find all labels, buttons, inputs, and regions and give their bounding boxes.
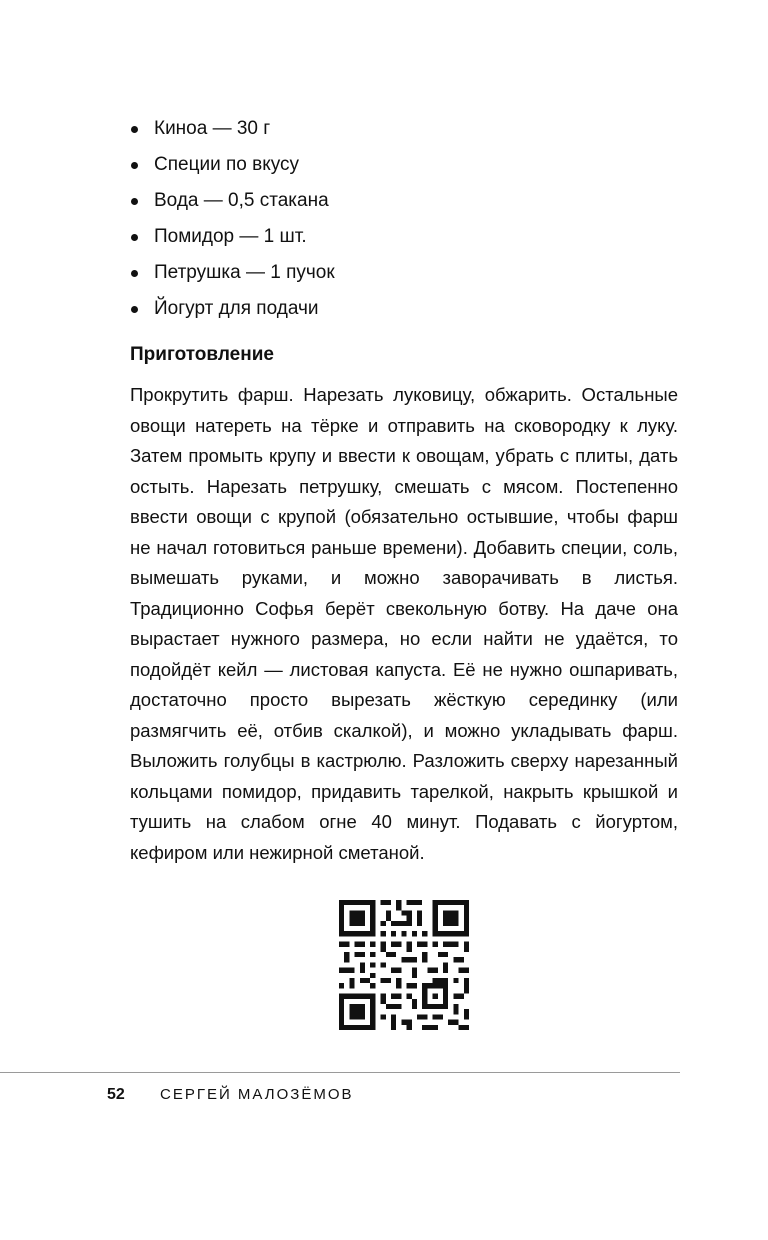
preparation-text: Прокрутить фарш. Нарезать луковицу, обжарить. Остальные овощи натереть на тёрке и отправить на сковородку к луку. Затем промыть крупу и ввести к овощам, убрать с плиты, дать остыть. Нарезать петрушку, смешать с мясом. Постепенно ввести овощи с крупой (обязательно остывшие, чтобы фарш не начал готовиться раньше времени). Добавить специи, соль, вымешать руками, и можно заворачивать в листья. Традиционно Софья берёт свекольную ботву. На даче она вырастает нужного размера, но если найти не удаётся, то подойдёт кейл — листовая капуста. Её не нужно ошпаривать, достаточно просто вырезать жёсткую серединку (или размягчить её, отбив скалкой), и можно укладывать фарш. Выложить голубцы в кастрюлю. Разложить сверху нарезанный кольцами помидор, придавить тарелкой, накрыть крышкой и тушить на слабом огне 40 минут. Подавать с йогуртом, кефиром или нежирной сметаной. [130,384,678,863]
running-head-author: СЕРГЕЙ МАЛОЗЁМОВ [160,1086,354,1103]
ingredient-item: Петрушка — 1 пучок [130,255,670,291]
page-number: 52 [107,1086,125,1103]
ingredient-list [130,111,670,327]
ingredient-item: Киноа — 30 г [130,111,670,147]
footer-divider [0,1072,680,1073]
section-title-preparation: Приготовление [130,344,274,365]
ingredient-item: Специи по вкусу [130,147,670,183]
ingredient-item: Вода — 0,5 стакана [130,183,670,219]
qr-code [339,900,469,1030]
ingredient-item: Помидор — 1 шт. [130,219,670,255]
ingredient-item: Йогурт для подачи [130,291,670,327]
